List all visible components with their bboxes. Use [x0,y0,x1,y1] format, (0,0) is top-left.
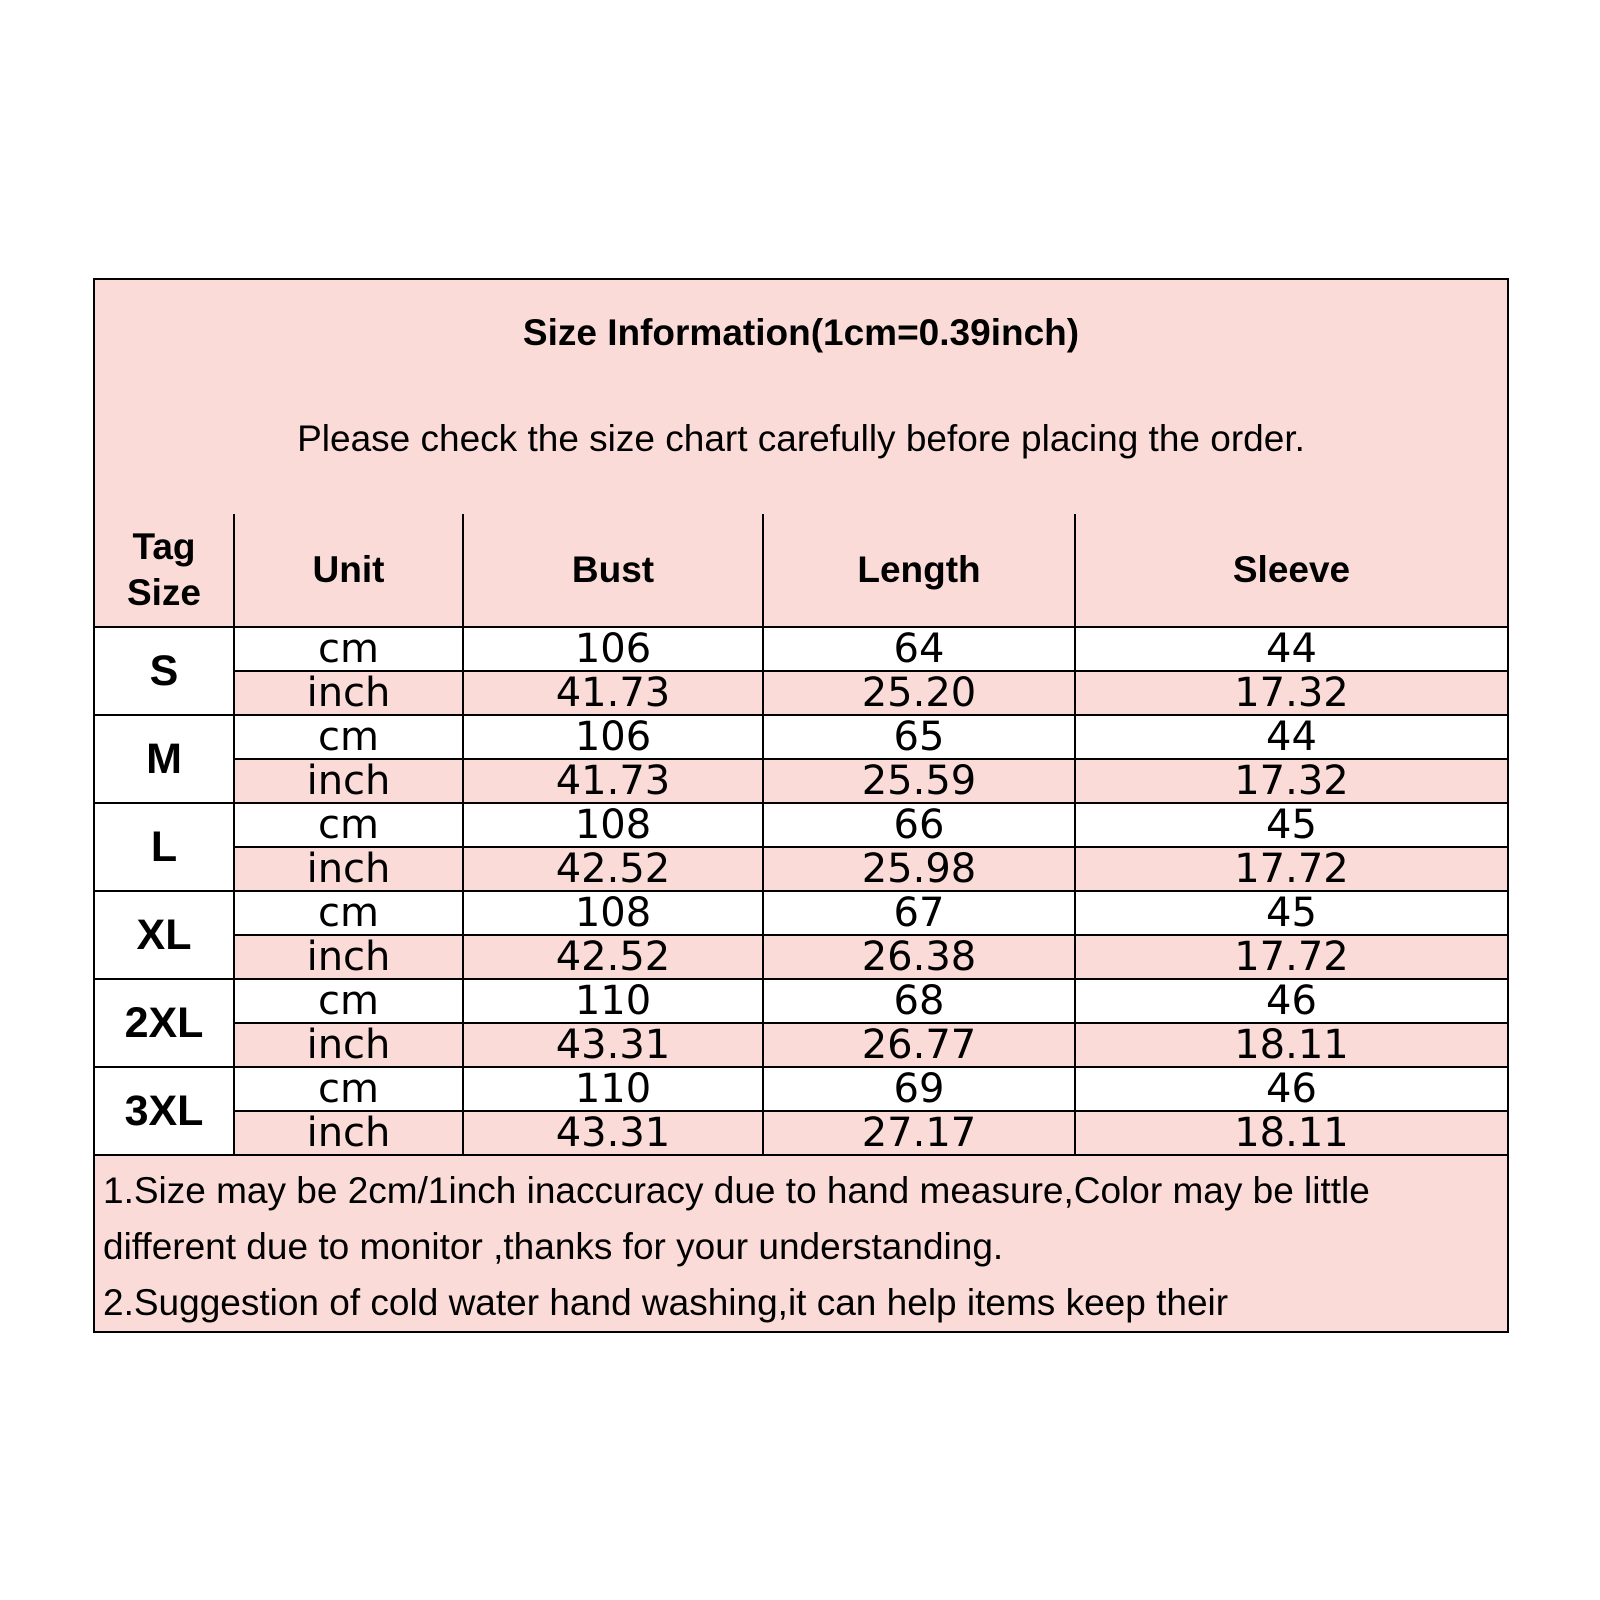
size-chart-title: Size Information(1cm=0.39inch) [522,312,1080,353]
sleeve-cell: 17.72 [1075,847,1507,891]
size-table-header-row [95,514,1507,627]
bust-cell: 110 [463,1067,763,1111]
sleeve-cell: 44 [1075,715,1507,759]
table-row-cm [95,627,1507,671]
table-row-cm [95,715,1507,759]
size-chart-subtitle: Please check the size chart carefully before placing the order. [297,418,1305,459]
unit-cell: cm [234,627,463,671]
column-header-bust: Bust [463,514,763,627]
tag-size-cell: XL [95,891,234,979]
column-header-length: Length [763,514,1075,627]
sleeve-cell: 18.11 [1075,1111,1507,1155]
unit-cell: inch [234,935,463,979]
column-header-tag-size: Tag Size [95,514,234,627]
bust-cell: 42.52 [463,847,763,891]
length-cell: 64 [763,627,1075,671]
table-row-cm [95,1067,1507,1111]
bust-cell: 108 [463,891,763,935]
unit-cell: inch [234,847,463,891]
bust-cell: 41.73 [463,671,763,715]
sleeve-cell: 17.32 [1075,759,1507,803]
unit-cell: cm [234,1067,463,1111]
bust-cell: 106 [463,715,763,759]
table-row-inch [95,671,1507,715]
notes-box [95,1157,1507,1331]
table-row-inch [95,935,1507,979]
tag-size-cell: 3XL [95,1067,234,1155]
table-row-inch [95,847,1507,891]
unit-cell: inch [234,759,463,803]
bust-cell: 42.52 [463,935,763,979]
sleeve-cell: 17.72 [1075,935,1507,979]
unit-cell: inch [234,1111,463,1155]
tag-size-cell: 2XL [95,979,234,1067]
notes-text: 1.Size may be 2cm/1inch inaccuracy due to hand measure,Color may be little different due to monitor ,thanks for your understanding. 2.Suggestion of cold water hand washing,it can help items keep their [103,1170,1370,1323]
unit-cell: cm [234,891,463,935]
length-cell: 66 [763,803,1075,847]
table-row-inch [95,1023,1507,1067]
bust-cell: 43.31 [463,1023,763,1067]
bust-cell: 108 [463,803,763,847]
table-row-cm [95,803,1507,847]
bust-cell: 110 [463,979,763,1023]
unit-cell: inch [234,1023,463,1067]
unit-cell: cm [234,715,463,759]
sleeve-cell: 44 [1075,627,1507,671]
length-cell: 68 [763,979,1075,1023]
table-row-inch [95,759,1507,803]
size-chart-header [95,280,1507,516]
length-cell: 67 [763,891,1075,935]
table-row-cm [95,891,1507,935]
sleeve-cell: 17.32 [1075,671,1507,715]
unit-cell: cm [234,979,463,1023]
length-cell: 25.98 [763,847,1075,891]
tag-size-cell: M [95,715,234,803]
sleeve-cell: 46 [1075,1067,1507,1111]
tag-size-cell: S [95,627,234,715]
column-header-unit: Unit [234,514,463,627]
bust-cell: 43.31 [463,1111,763,1155]
size-table [95,514,1507,1156]
sleeve-cell: 18.11 [1075,1023,1507,1067]
length-cell: 25.59 [763,759,1075,803]
sleeve-cell: 45 [1075,891,1507,935]
size-chart-sheet [93,278,1509,1333]
unit-cell: cm [234,803,463,847]
bust-cell: 106 [463,627,763,671]
size-table-body [95,627,1507,1155]
length-cell: 26.38 [763,935,1075,979]
column-header-sleeve: Sleeve [1075,514,1507,627]
table-row-inch [95,1111,1507,1155]
length-cell: 65 [763,715,1075,759]
bust-cell: 41.73 [463,759,763,803]
table-row-cm [95,979,1507,1023]
sleeve-cell: 45 [1075,803,1507,847]
length-cell: 69 [763,1067,1075,1111]
unit-cell: inch [234,671,463,715]
length-cell: 27.17 [763,1111,1075,1155]
length-cell: 25.20 [763,671,1075,715]
sleeve-cell: 46 [1075,979,1507,1023]
length-cell: 26.77 [763,1023,1075,1067]
tag-size-cell: L [95,803,234,891]
